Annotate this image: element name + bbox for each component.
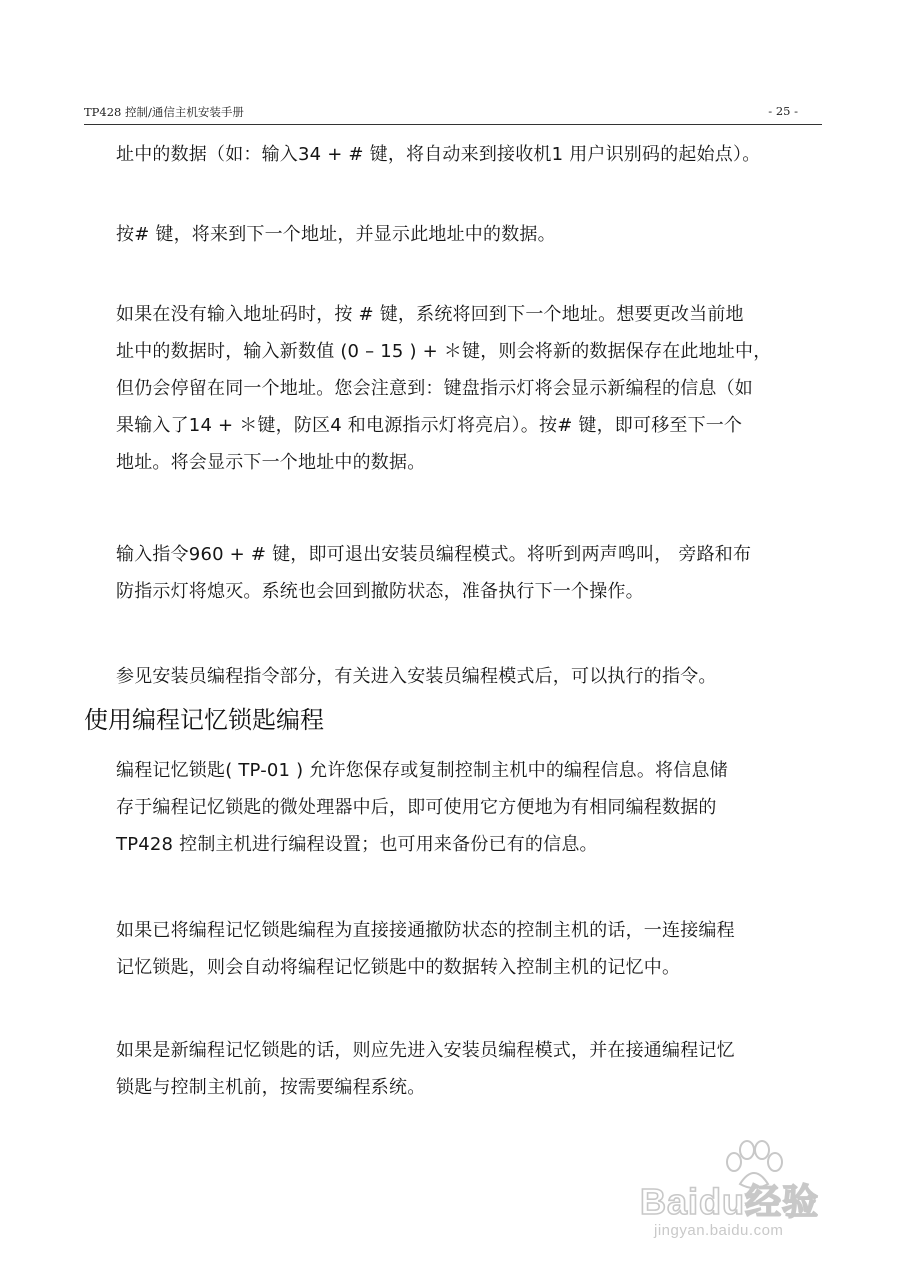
paragraph (116, 296, 826, 481)
section-heading: 使用编程记忆锁匙编程 (84, 706, 324, 734)
paragraph (116, 536, 826, 610)
watermark-url: jingyan.baidu.com (654, 1222, 784, 1239)
paragraph (116, 136, 826, 173)
text-line: 记忆锁匙，则会自动将编程记忆锁匙中的数据转入控制主机的记忆中。 (116, 957, 681, 978)
paragraph (116, 912, 826, 986)
text-line: 址中的数据（如：输入34 + # 键，将自动来到接收机1 用户识别码的起始点）。 (116, 144, 761, 165)
text-line: 按# 键，将来到下一个地址，并显示此地址中的数据。 (116, 224, 556, 245)
text-line: 如果已将编程记忆锁匙编程为直接接通撤防状态的控制主机的话，一连接编程 (116, 920, 735, 941)
text-line: 编程记忆锁匙( TP-01 ) 允许您保存或复制控制主机中的编程信息。将信息储 (116, 760, 728, 781)
paragraph (116, 216, 826, 253)
text-line: 存于编程记忆锁匙的微处理器中后，即可使用它方便地为有相同编程数据的 (116, 797, 717, 818)
header-divider (84, 124, 822, 125)
page-header (84, 104, 822, 124)
paragraph (116, 1032, 826, 1106)
text-line: 地址。将会显示下一个地址中的数据。 (116, 452, 426, 473)
text-line: 锁匙与控制主机前，按需要编程系统。 (116, 1077, 426, 1098)
paragraph (116, 658, 826, 695)
page-number: - 25 - (768, 104, 798, 118)
header-title: TP428 控制/通信主机安装手册 (84, 105, 244, 119)
text-line: 参见安装员编程指令部分，有关进入安装员编程模式后，可以执行的指令。 (116, 666, 717, 687)
watermark (640, 1140, 860, 1250)
text-line: 如果在没有输入地址码时，按 # 键，系统将回到下一个地址。想要更改当前地 (116, 304, 744, 325)
paragraph (116, 752, 826, 863)
watermark-brand: Baidu经验 (640, 1181, 820, 1222)
text-line: 果输入了14 + ＊键，防区4 和电源指示灯将亮启）。按# 键，即可移至下一个 (116, 415, 743, 436)
text-line: 防指示灯将熄灭。系统也会回到撤防状态，准备执行下一个操作。 (116, 581, 644, 602)
text-line: 输入指令960 + # 键，即可退出安装员编程模式。将听到两声鸣叫， 旁路和布 (116, 544, 752, 565)
text-line: 址中的数据时，输入新数值 (0 – 15 ) + ＊键，则会将新的数据保存在此地址中， (116, 341, 772, 362)
text-line: 如果是新编程记忆锁匙的话，则应先进入安装员编程模式，并在接通编程记忆 (116, 1040, 735, 1061)
text-line: TP428 控制主机进行编程设置；也可用来备份已有的信息。 (116, 834, 598, 855)
text-line: 但仍会停留在同一个地址。您会注意到：键盘指示灯将会显示新编程的信息（如 (116, 378, 753, 399)
